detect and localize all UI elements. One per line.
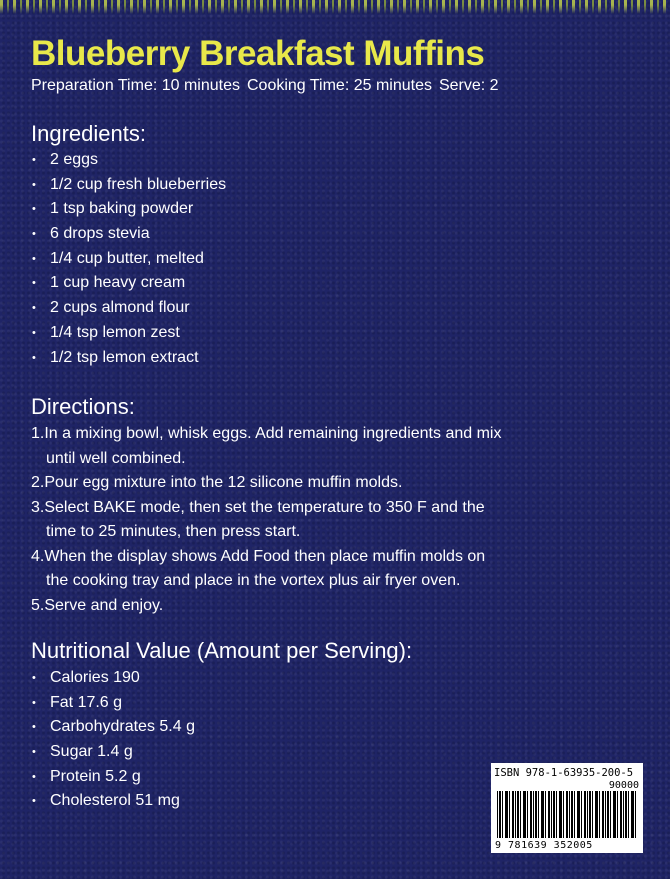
direction-step: 4.When the display shows Add Food then place muffin molds on the cooking tray and place in the vortex plus air fryer oven. [31, 547, 486, 589]
ingredient-item: • 1/2 cup fresh blueberries [31, 173, 226, 198]
ingredient-item: • 1/2 tsp lemon extract [31, 346, 226, 371]
nutrition-item: • Protein 5.2 g [31, 765, 195, 790]
nutrition-item: • Carbohydrates 5.4 g [31, 715, 195, 740]
top-decoration [0, 0, 670, 14]
nutrition-item: • Calories 190 [31, 666, 195, 691]
direction-step: 3.Select BAKE mode, then set the temperature to 350 F and the time to 25 minutes, then press start. [31, 498, 485, 540]
isbn-label: ISBN 978-1-63935-200-5 [494, 767, 634, 779]
direction-step: 1.In a mixing bowl, whisk eggs. Add remaining ingredients and mix until well combined. [31, 425, 502, 467]
nutrition-heading: Nutritional Value (Amount per Serving): [31, 638, 413, 663]
isbn-barcode [491, 763, 643, 853]
nutrition-item: • Sugar 1.4 g [31, 740, 195, 765]
nutrition-list [31, 666, 195, 814]
price-addon: 90000 [608, 780, 639, 791]
ingredient-item: • 2 cups almond flour [31, 296, 226, 321]
barcode-bars [497, 791, 638, 838]
ingredient-item: • 1 cup heavy cream [31, 271, 226, 296]
recipe-title: Blueberry Breakfast Muffins [31, 34, 485, 73]
ingredient-item: • 1 tsp baking powder [31, 197, 226, 222]
ingredient-item: • 6 drops stevia [31, 222, 226, 247]
directions-list [31, 422, 511, 618]
ingredients-list [31, 148, 226, 370]
barcode-number: 9 781639 352005 [495, 840, 593, 851]
cook-time: Cooking Time: 25 minutes [247, 77, 432, 94]
ingredients-heading: Ingredients: [31, 121, 146, 146]
ingredient-item: • 1/4 cup butter, melted [31, 247, 226, 272]
ingredient-item: • 2 eggs [31, 148, 226, 173]
recipe-meta [31, 77, 499, 95]
serve-count: Serve: 2 [438, 77, 499, 94]
ingredient-item: • 1/4 tsp lemon zest [31, 321, 226, 346]
prep-time: Preparation Time: 10 minutes [31, 77, 240, 94]
nutrition-item: • Cholesterol 51 mg [31, 789, 195, 814]
direction-step: 2.Pour egg mixture into the 12 silicone muffin molds. [31, 474, 403, 491]
direction-step: 5.Serve and enjoy. [31, 596, 164, 614]
directions-heading: Directions: [31, 394, 135, 419]
nutrition-item: • Fat 17.6 g [31, 691, 195, 716]
